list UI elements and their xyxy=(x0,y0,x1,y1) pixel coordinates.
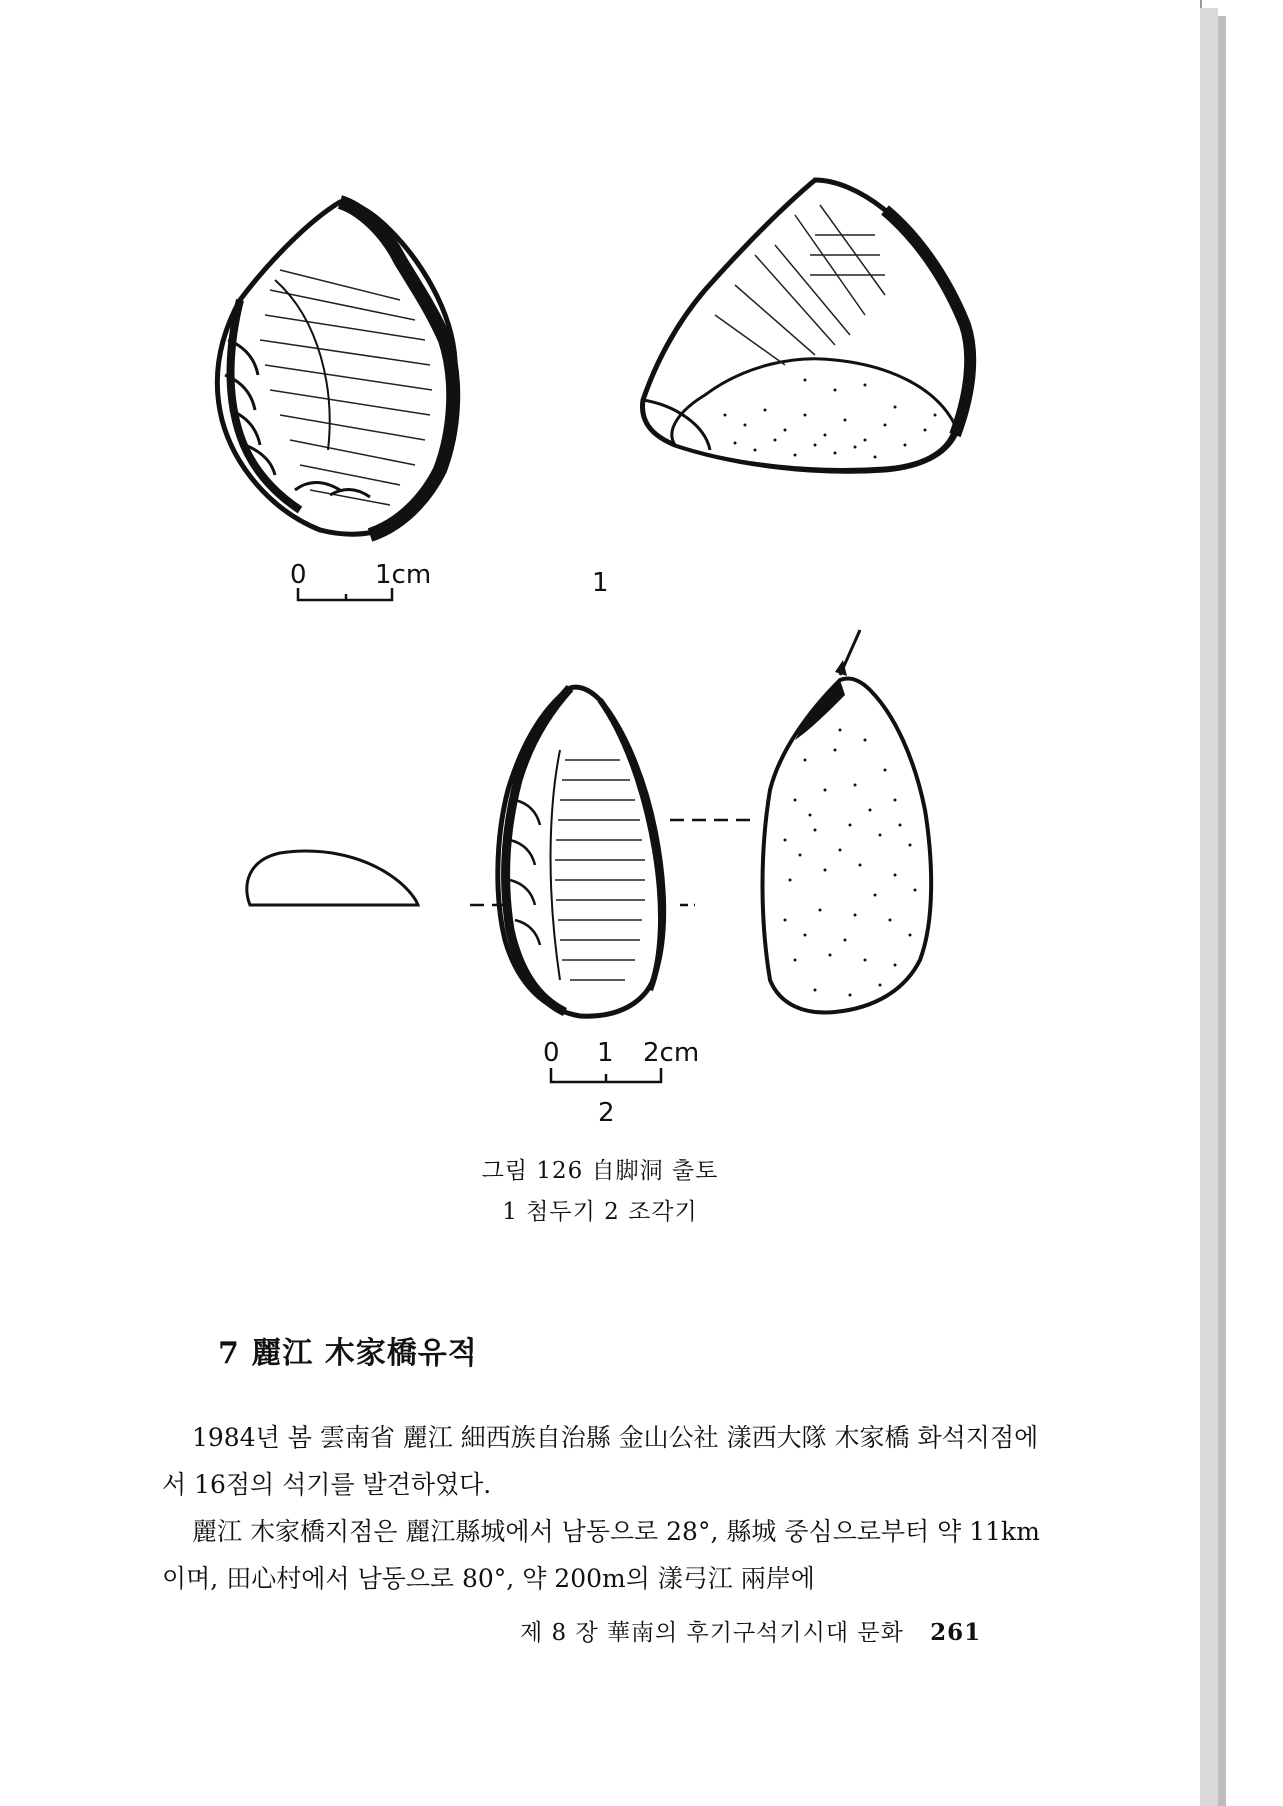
page-edge-shadow-outer xyxy=(1218,16,1226,1806)
scale-1-end-label: 1cm xyxy=(375,560,432,590)
artifact-2-cross-section xyxy=(240,845,425,915)
scale-1-bar xyxy=(296,586,396,604)
artifact-2-back-drawing xyxy=(755,620,940,1020)
running-footer xyxy=(520,1614,981,1647)
artifact-1-front-drawing xyxy=(200,190,470,550)
figure-caption-line-1: 그림 126 自脚洞 출토 xyxy=(481,1158,719,1184)
footer-chapter-title: 제 8 장 華南의 후기구석기시대 문화 xyxy=(520,1620,904,1646)
figure-number-1: 1 xyxy=(592,568,609,598)
figure-number-2: 2 xyxy=(598,1098,615,1128)
artifact-1-side-drawing xyxy=(635,175,985,525)
scale-2-zero-label: 0 xyxy=(543,1038,560,1068)
scale-1-zero-label: 0 xyxy=(290,560,307,590)
footer-page-number: 261 xyxy=(930,1619,982,1646)
section-guide-lines xyxy=(470,810,760,920)
body-paragraph-2: 麗江 木家橋지점은 麗江縣城에서 남동으로 28°, 縣城 중심으로부터 약 11km이며, 田心村에서 남동으로 80°, 약 200m의 漾弓江 兩岸에 xyxy=(162,1517,1040,1593)
body-paragraph-1: 1984년 봄 雲南省 麗江 細西族自治縣 金山公社 漾西大隊 木家橋 화석지점에서 16점의 석기를 발견하였다. xyxy=(162,1423,1039,1499)
section-heading: 7 麗江 木家橋유적 xyxy=(218,1336,478,1371)
scale-2-bar xyxy=(549,1066,664,1086)
page-edge-shadow xyxy=(1200,8,1218,1806)
figure-caption-line-2: 1 첨두기 2 조각기 xyxy=(502,1199,698,1225)
scale-2-end-label: 2cm xyxy=(643,1038,700,1068)
scale-2-mid-label: 1 xyxy=(597,1038,614,1068)
